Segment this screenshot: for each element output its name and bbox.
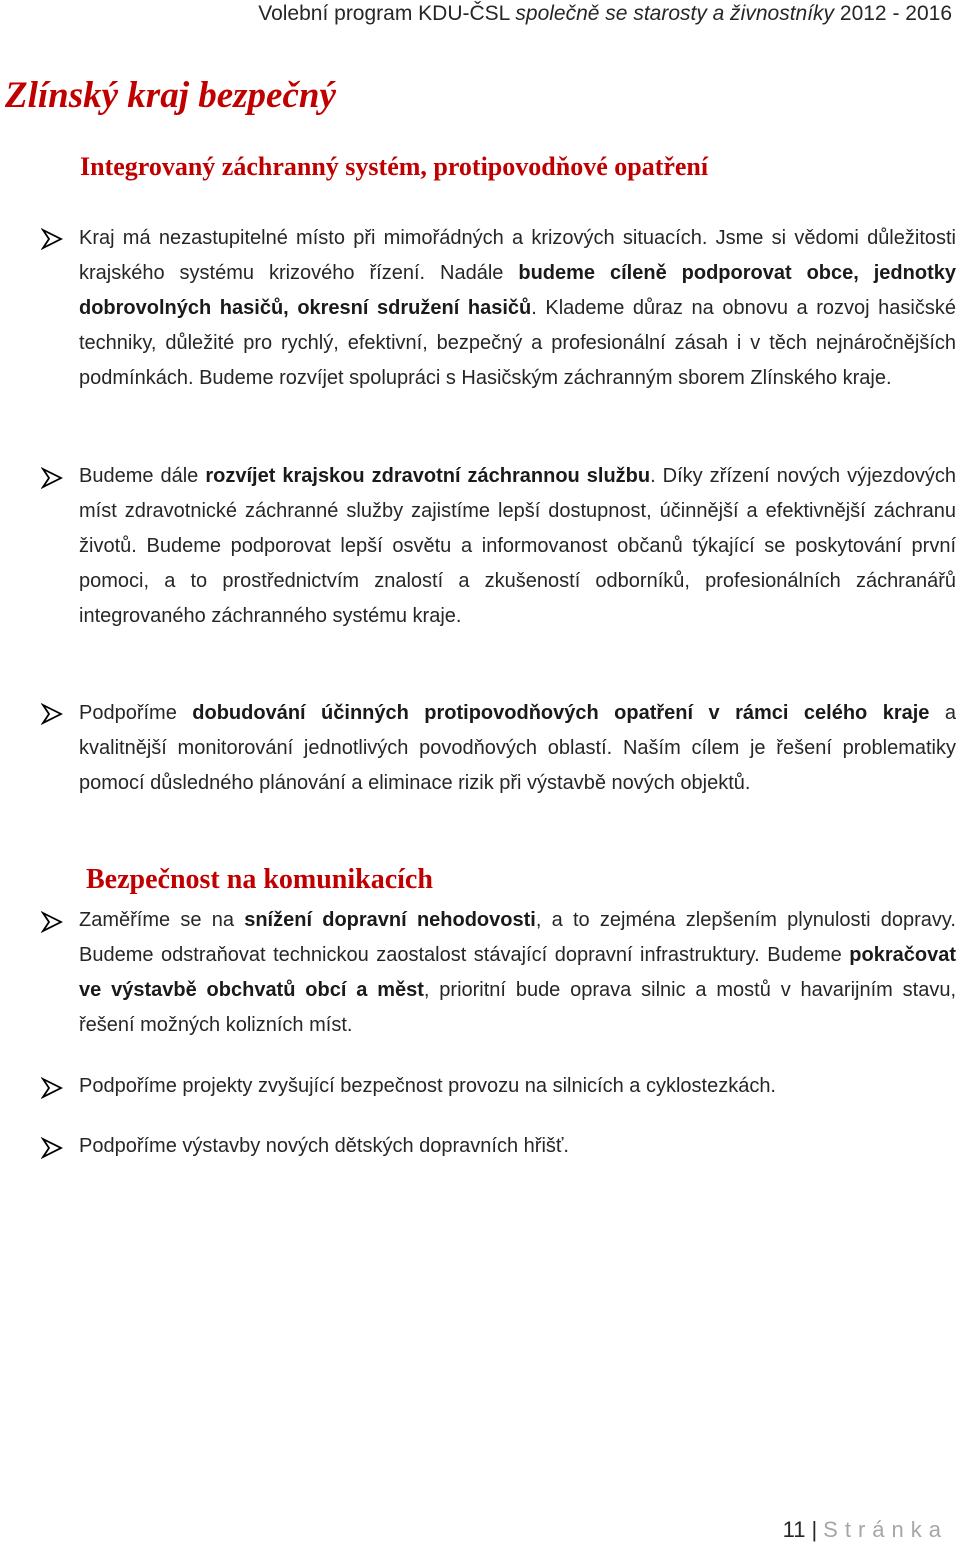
header-italic-text: společně se starosty a živnostníky (515, 2, 835, 25)
item-text: Kraj má nezastupitelné místo při mimořádných a krizových situacích. Jsme si vědomi důležitosti krajského systému krizového řízení. Nadále (79, 227, 956, 284)
item-bold-text: budeme cíleně podporovat obce, jednotky dobrovolných hasičů, okresní sdružení hasičů (79, 262, 956, 319)
list-item (79, 696, 956, 801)
list-item (79, 1069, 956, 1104)
arrowhead-bullet-icon (41, 1137, 63, 1159)
header-years: 2012 - 2016 (834, 2, 952, 25)
arrowhead-bullet-icon (41, 1077, 63, 1099)
item-text: Podpoříme výstavby nových dětských dopravních hřišť. (79, 1135, 569, 1157)
item-text: Podpoříme projekty zvyšující bezpečnost provozu na silnicích a cyklostezkách. (79, 1075, 776, 1097)
item-text: , prioritní bude oprava silnic a mostů v havarijním stavu, řešení možných kolizních míst. (79, 979, 956, 1036)
item-bold-text: pokračovat ve výstavbě obchvatů obcí a měst (79, 944, 956, 1001)
item-text: Zaměříme se na (79, 909, 245, 931)
list-item (79, 221, 956, 396)
page-word: Stránka (823, 1517, 948, 1542)
item-bold-text: snížení dopravní nehodovosti (244, 909, 536, 931)
arrowhead-bullet-icon (41, 911, 63, 933)
item-text: , a to zejména zlepšením plynulosti dopravy. Budeme odstraňovat technickou zaostalost stávající dopravní infrastruktury. Budeme (79, 909, 956, 966)
item-text: . Klademe důraz na obnovu a rozvoj hasičské techniky, důležité pro rychlý, efektivní, bezpečný a profesionální zásah i v těch nejnáročnějších podmínkách. Budeme rozvíjet spolupráci s Hasičským záchranným sborem Zlínského kraje. (79, 297, 956, 389)
item-bold-text: rozvíjet krajskou zdravotní záchrannou službu (205, 465, 651, 487)
item-text: Podpoříme (79, 702, 193, 724)
item-text: a kvalitnější monitorování jednotlivých povodňových oblastí. Naším cílem je řešení problematiky pomocí důsledného plánování a eliminace rizik při výstavbě nových objektů. (79, 702, 956, 794)
page-number: 11 (782, 1517, 806, 1542)
arrowhead-bullet-icon (41, 703, 63, 725)
arrowhead-bullet-icon (41, 467, 63, 489)
list-item (79, 903, 956, 1043)
item-bold-text: dobudování účinných protipovodňových opatření v rámci celého kraje (192, 702, 930, 724)
header-text: Volební program KDU-ČSL (258, 2, 516, 25)
list-item (79, 459, 956, 634)
section-heading-roads: Bezpečnost na komunikacích (86, 864, 433, 895)
running-header (258, 2, 952, 26)
arrowhead-bullet-icon (41, 228, 63, 250)
footer-separator: | (811, 1517, 818, 1542)
list-item (79, 1129, 956, 1164)
section-heading-rescue: Integrovaný záchranný systém, protipovodňové opatření (80, 152, 709, 181)
item-text: . Díky zřízení nových výjezdových míst zdravotnické záchranné služby zajistíme lepší dostupnost, účinnější a efektivnější záchranu životů. Budeme podporovat lepší osvětu a informovanost občanů týkající se poskytování první pomoci, a to prostřednictvím znalostí a zkušeností odborníků, profesionálních záchranářů integrovaného záchranného systému kraje. (79, 465, 957, 627)
page-title: Zlínský kraj bezpečný (5, 75, 336, 116)
item-text: Budeme dále (79, 465, 206, 487)
page-footer (783, 1517, 948, 1543)
